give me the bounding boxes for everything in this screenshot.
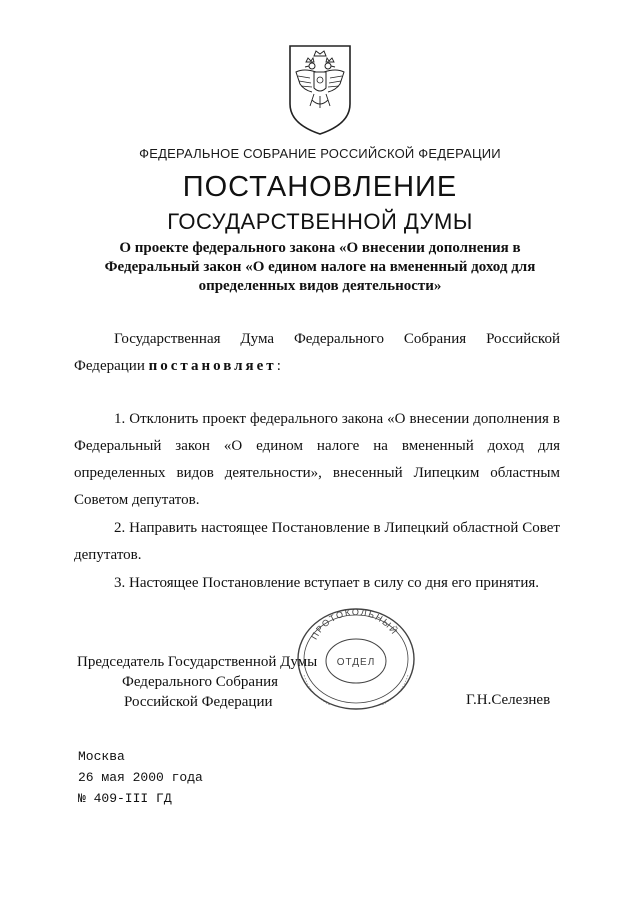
document-subtitle: ГОСУДАРСТВЕННОЙ ДУМЫ xyxy=(167,209,473,234)
document-subject: О проекте федерального закона «О внесении дополнения в Федеральный закон «О едином налоге на вмененный доход для определенных видов деятельности» xyxy=(104,240,536,294)
resolution-item: 3. Настоящее Постановление вступает в силу со дня его принятия. xyxy=(114,575,540,591)
signatory-name: Г.Н.Селезнев xyxy=(466,692,551,708)
resolution-item: 1. Отклонить проект федерального закона «О внесении дополнения в Федеральный закон «О едином налоге на вмененный доход для определенных видов деятельности», внесенный Липецким областным Советом депутатов. xyxy=(74,411,560,508)
coat-of-arms-emblem xyxy=(286,42,354,138)
resolution-items xyxy=(74,406,560,597)
parliament-name: ФЕДЕРАЛЬНОЕ СОБРАНИЕ РОССИЙСКОЙ ФЕДЕРАЦИИ xyxy=(139,146,501,161)
decree-word: постановляет xyxy=(148,358,277,374)
stamp-center-text: ОТДЕЛ xyxy=(336,657,376,668)
city: Москва xyxy=(78,749,125,764)
signatory-position-line: Российской Федерации xyxy=(124,694,273,710)
preamble-text: Государственная Дума Федерального Собрания Российской Федерации xyxy=(74,331,560,374)
stamp-ring-text: ПРОТОКОЛЬНЫЙ xyxy=(309,606,400,642)
document-footer xyxy=(78,746,203,809)
resolution-item: 2. Направить настоящее Постановление в Липецкий областной Совет депутатов. xyxy=(74,520,560,563)
document-title: ПОСТАНОВЛЕНИЕ xyxy=(182,171,458,203)
document-number: № 409-III ГД xyxy=(78,791,172,806)
signatory-position xyxy=(77,652,317,712)
preamble-paragraph xyxy=(74,326,560,380)
document-date: 26 мая 2000 года xyxy=(78,770,203,785)
decree-colon: : xyxy=(276,358,281,374)
signatory-position-line: Председатель Государственной Думы xyxy=(77,654,318,670)
signatory-position-line: Федерального Собрания xyxy=(122,674,279,690)
